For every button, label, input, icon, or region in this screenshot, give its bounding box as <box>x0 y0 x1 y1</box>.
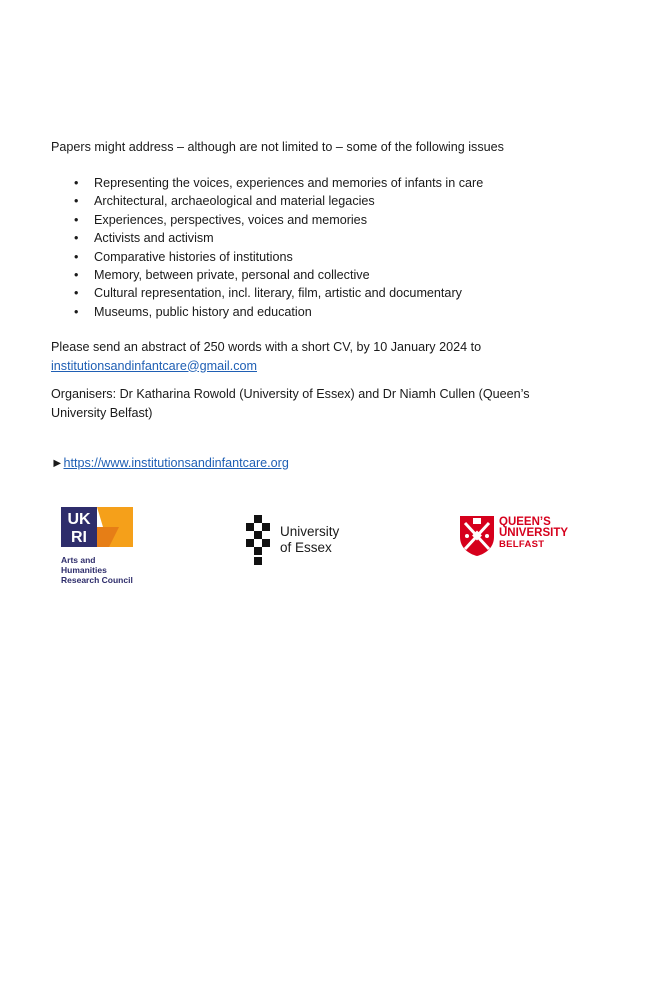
ahrc-line: Research Council <box>61 575 133 585</box>
list-item-text: Museums, public history and education <box>94 304 312 319</box>
ukri-ahrc-logo <box>61 505 161 587</box>
list-item <box>74 284 634 302</box>
email-link[interactable]: institutionsandinfantcare@gmail.com <box>51 358 257 373</box>
list-item <box>74 303 634 321</box>
website-link[interactable]: https://www.institutionsandinfantcare.org <box>63 456 289 470</box>
organisers-paragraph: Organisers: Dr Katharina Rowold (University of Essex) and Dr Niamh Cullen (Queen’s University Belfast) <box>51 387 530 420</box>
list-item <box>74 174 634 192</box>
bullet-icon: • <box>74 286 79 301</box>
bullet-icon: • <box>74 231 79 246</box>
university-of-essex-logo <box>246 515 366 567</box>
intro-paragraph: Papers might address – although are not limited to – some of the following issues <box>51 140 504 154</box>
list-item-text: Cultural representation, incl. literary, film, artistic and documentary <box>94 286 462 301</box>
ahrc-line: Humanities <box>61 565 107 575</box>
list-item-text: Representing the voices, experiences and memories of infants in care <box>94 176 484 190</box>
qub-line: BELFAST <box>499 539 545 550</box>
essex-line: University <box>280 524 340 539</box>
bullet-icon: • <box>74 176 79 190</box>
ukri-mark-bottom: RI <box>71 529 87 546</box>
list-item-text: Activists and activism <box>94 231 214 246</box>
qub-wordmark <box>499 517 568 550</box>
list-item-text: Architectural, archaeological and material legacies <box>94 194 375 209</box>
submission-text: Please send an abstract of 250 words with a short CV, by 10 January 2024 to <box>51 340 482 354</box>
bullet-icon: • <box>74 249 79 264</box>
list-item <box>74 211 634 229</box>
list-item <box>74 266 634 284</box>
list-item <box>74 192 634 210</box>
issues-list <box>74 174 634 321</box>
ukri-mark-top: UK <box>67 511 91 528</box>
bullet-icon: • <box>74 304 79 319</box>
list-item-text: Comparative histories of institutions <box>94 249 293 264</box>
essex-line: of Essex <box>280 539 332 555</box>
list-item <box>74 229 634 247</box>
arrow-icon: ► <box>51 456 64 470</box>
list-item-text: Memory, between private, personal and collective <box>94 267 370 282</box>
ahrc-wordmark <box>61 555 133 585</box>
essex-checker-icon <box>246 515 270 565</box>
list-item <box>74 248 634 266</box>
bullet-icon: • <box>74 194 79 209</box>
bullet-icon: • <box>74 267 79 282</box>
qub-line: QUEEN’S <box>499 516 551 528</box>
qub-line: UNIVERSITY <box>499 527 569 539</box>
qub-shield-icon <box>459 515 495 557</box>
bullet-icon: • <box>74 212 79 227</box>
list-item-text: Experiences, perspectives, voices and memories <box>94 212 367 227</box>
submission-paragraph <box>51 338 641 375</box>
ukri-logo-icon <box>61 505 133 549</box>
essex-wordmark <box>280 524 339 555</box>
ahrc-line: Arts and <box>61 555 96 565</box>
website-line <box>51 454 289 473</box>
queens-university-belfast-logo <box>459 515 589 559</box>
